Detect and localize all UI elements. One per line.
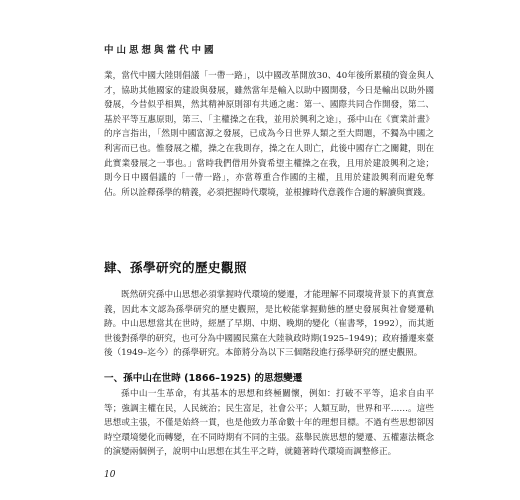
- body-paragraph-2: [104, 288, 434, 361]
- paragraph-text: 既然研究孫中山思想必須掌握時代環境的變遷，才能理解不同環境背景下的真實意義，因此本文認為孫學研究的歷史觀照，是比較能掌握動態的歷史發展與社會變遷軌跡。中山思想當其在世時，經歷了早期、中期、晚期的變化（崔書琴，1992），而其逝世後對孫學的研究，也可分為中國國民黨在大陸執政時期(1925–1949)；政府播遷來臺後（1949–迄今）的孫學研究。本節將分為以下三個階段進行孫學研究的歷史觀照。: [104, 290, 434, 359]
- subsection-heading: 一、孫中山在世時 (1866–1925) 的思想變遷: [104, 373, 303, 384]
- running-header-title: 中山思想與當代中國: [104, 45, 217, 56]
- paragraph-text: 業，當代中國大陸則倡議「一帶一路」，以中國改革開放30、40年後所累積的資金與人才，協助其他國家的建設與發展，雖然當年是輸入以助中國開發，今日是輸出以助外國發展，今昔似乎相異，然其精神原則卻有共通之處：第一、國際共同合作開發，第二、基於平等互惠原則，第三、「主權操之在我，並用於興利之途」，孫中山在《實業計畫》的序言指出，「然則中國富源之發展，已成為今日世界人類之至大問題，不獨為中國之利害而已也。惟發展之權，操之在我則存，操之在人則亡，此後中國存亡之關鍵，則在此實業發展之一事也。」當時我們借用外資希望主權操之在我，且用於建設興利之途；則今日中國倡議的「一帶一路」，亦當尊重合作國的主權，且用於建設興利而避免奪佔。所以詮釋孫學的精義，必須把握時代環境，並根據時代意義作合適的解讀與實踐。: [104, 71, 434, 198]
- body-paragraph-3: [104, 387, 434, 460]
- body-paragraph-1: [104, 69, 434, 200]
- section-heading: 肆、孫學研究的歷史觀照: [104, 260, 248, 275]
- page-number: 10: [104, 470, 116, 480]
- paragraph-text: 孫中山一生革命，有其基本的思想和終極關懷，例如：打破不平等，追求自由平等；強調主權在民，人民統治；民生富足，社會公平；人類互助，世界和平……。這些思想或主張，不僅是始終一貫，也是他致力革命數十年的理想目標。不過有些思想卻因時空環境變化而轉變，在不同時期有不同的主張。茲舉民族思想的變遷、五權憲法概念的演變兩個例子，說明中山思想在其生平之時，就隨著時代環境而調整修正。: [104, 389, 434, 458]
